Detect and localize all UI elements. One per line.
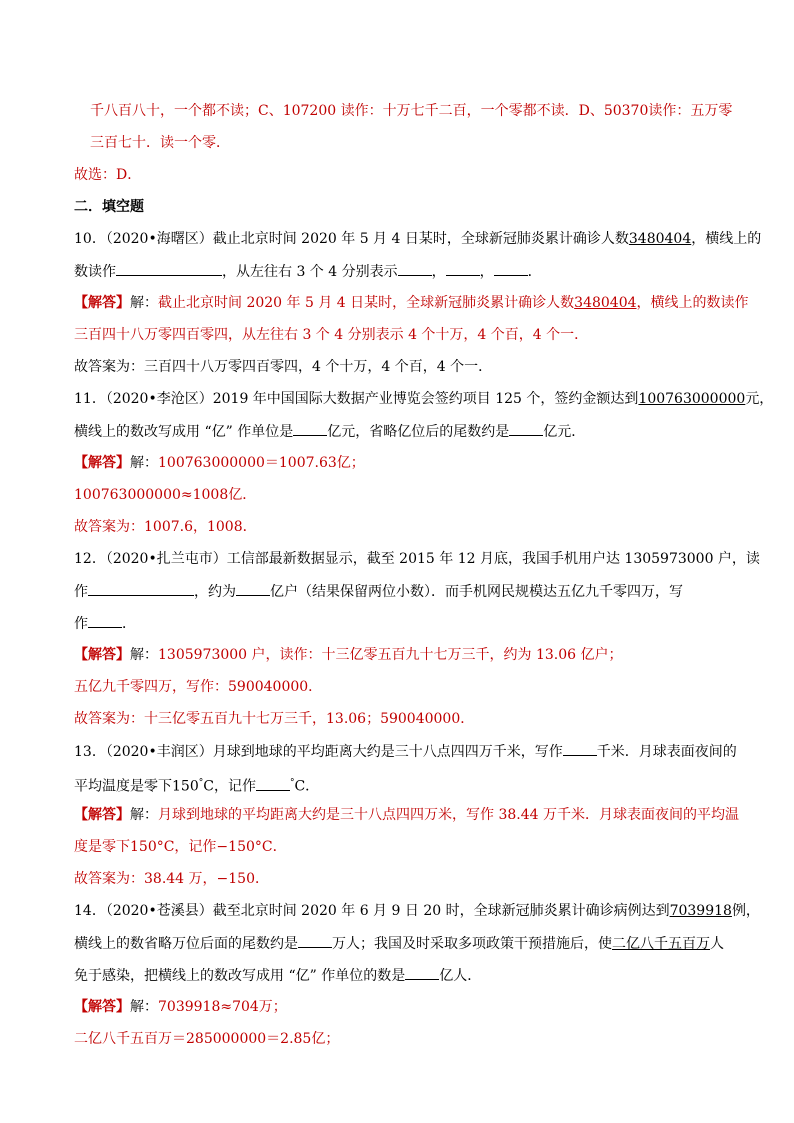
q11-number: 11． <box>74 391 106 407</box>
q14-sol-prefix: 解： <box>130 999 158 1015</box>
q11-underlined: 100763000000 <box>638 391 746 407</box>
q14-line-3 <box>74 965 481 986</box>
q10-sol-a: 截止北京时间 2020 年 5 月 4 日某时，全球新冠肺炎累计确诊人数 <box>158 295 575 311</box>
q10-blank-4[interactable] <box>494 261 528 276</box>
q11-blank-1[interactable] <box>293 421 327 436</box>
q12-blank-2[interactable] <box>236 581 270 596</box>
q13-source: （2020•丰润区） <box>105 744 213 760</box>
q14-text-b: 例， <box>731 903 760 919</box>
q11-solution-2 <box>74 485 256 505</box>
q13-solution-2 <box>74 837 287 857</box>
section-title <box>74 197 144 217</box>
q11-line-2 <box>74 421 585 442</box>
q14-line2-b: 万人；我国及时采取多项政策干预措施后，使 <box>332 936 612 952</box>
q14-line-1 <box>74 901 760 921</box>
q10-blank-3[interactable] <box>446 261 480 276</box>
q10-line-1 <box>74 229 761 249</box>
q10-sol-underlined: 3480404 <box>574 295 637 311</box>
q10-sol-b: ，横线上的数读作 <box>636 295 749 311</box>
q13-answer-text: 故答案为：38.44 万，−150． <box>74 871 269 887</box>
q12-line2-a: 作 <box>74 584 88 600</box>
q14-source: （2020•苍溪县） <box>105 903 213 919</box>
q13-sol-prefix: 解： <box>130 807 158 823</box>
q13-line2-a: 平均温度是零下150 <box>74 778 199 795</box>
q13-answer <box>74 869 269 889</box>
q12-solution-tag: 【解答】 <box>74 647 130 663</box>
q12-sol-2: 五亿九千零四万，写作：590040000． <box>74 679 323 695</box>
q13-text-a: 月球到地球的平均距离大约是三十八点四四万千米，写作 <box>212 744 563 760</box>
q10-sol-line2: 三百四十八万零四百零四，从左往右 3 个 4 分别表示 4 个十万，4 个百，4 个一． <box>74 327 589 343</box>
q12-line2-c: 亿户（结果保留两位小数）．而手机网民规模达五亿九千零四万，写 <box>270 584 683 600</box>
q14-blank-2[interactable] <box>405 965 439 980</box>
q13-blank-1[interactable] <box>563 741 597 756</box>
q14-blank-1[interactable] <box>298 933 332 948</box>
q11-answer <box>74 517 257 537</box>
q11-text-a: 2019 年中国国际大数据产业博览会签约项目 125 个，签约金额达到 <box>212 391 639 407</box>
q13-number: 13． <box>74 744 106 760</box>
section-title-text: 二．填空题 <box>74 199 144 215</box>
q13-solution-1 <box>74 805 739 825</box>
q14-solution-1 <box>74 997 287 1017</box>
q10-underlined: 3480404 <box>628 231 692 247</box>
q12-line3-a: 作 <box>74 616 88 632</box>
q12-text-a: 工信部最新数据显示，截至 2015 年 12 月底，我国手机用户达 1305973000 户，读 <box>226 551 760 567</box>
q11-blank-2[interactable] <box>509 421 543 436</box>
intro-text-2: 三百七十．读一个零． <box>90 135 230 151</box>
q12-line-1 <box>74 549 760 569</box>
q10-end: ． <box>527 264 542 280</box>
q13-line-1 <box>74 741 737 762</box>
q12-blank-1[interactable] <box>88 581 194 596</box>
q12-solution-1 <box>74 645 623 665</box>
q11-solution-1 <box>74 453 365 473</box>
q10-line2-b: ，从左往右 3 个 4 分别表示 <box>222 264 398 280</box>
q13-text-b: 千米．月球表面夜间的 <box>596 744 737 760</box>
q13-sol-a: 月球到地球的平均距离大约是三十八点四四万米，写作 38.44 万千米．月球表面夜间的平均温 <box>158 807 739 823</box>
q14-line3-a: 免于感染，把横线上的数改写成用 “亿” 作单位的数是 <box>74 968 406 984</box>
q10-solution-2 <box>74 325 588 345</box>
q12-blank-3[interactable] <box>88 613 122 628</box>
q13-line2-end: C． <box>294 778 320 795</box>
q11-line2-b: 亿元，省略亿位后的尾数约是 <box>327 424 510 440</box>
q14-line3-b: 亿人． <box>439 968 482 984</box>
q14-underlined: 7039918 <box>669 903 732 919</box>
q11-line2-a: 横线上的数改写成用 “亿” 作单位是 <box>74 424 294 440</box>
q14-sol-1: 7039918≈704万； <box>158 999 287 1015</box>
q12-sol-prefix: 解： <box>130 647 158 663</box>
intro-line-2 <box>90 133 230 153</box>
q11-line-1 <box>74 389 773 409</box>
intro-choice-text: 故选：D． <box>74 167 142 183</box>
q11-solution-tag: 【解答】 <box>74 455 130 471</box>
q13-blank-2[interactable] <box>256 776 290 791</box>
q11-sol-prefix: 解： <box>130 455 158 471</box>
q10-solution-1 <box>74 293 749 313</box>
q10-solution-tag: 【解答】 <box>74 295 130 311</box>
intro-choice <box>74 165 141 185</box>
intro-line-1 <box>90 101 732 121</box>
q11-line2-c: 亿元． <box>543 424 586 440</box>
q12-number: 12． <box>74 551 106 567</box>
q10-answer <box>74 357 492 377</box>
q10-sol-prefix: 解： <box>130 295 158 311</box>
q14-line2-a: 横线上的数省略万位后面的尾数约是 <box>74 936 298 952</box>
q13-sol-line2: 度是零下150°C，记作−150°C． <box>74 839 287 855</box>
q10-sep-1: ， <box>431 264 446 280</box>
q14-line2-underlined: 二亿八千五百万 <box>612 936 710 952</box>
q14-solution-tag: 【解答】 <box>74 999 130 1015</box>
q10-answer-text: 故答案为：三百四十八万零四百零四，4 个十万，4 个百，4 个一． <box>74 359 493 375</box>
q10-text-a: 截止北京时间 2020 年 5 月 4 日某时，全球新冠肺炎累计确诊人数 <box>212 231 629 247</box>
q14-text-a: 截至北京时间 2020 年 6 月 9 日 20 时，全球新冠肺炎累计确诊病例达到 <box>212 903 670 919</box>
q14-sol-2: 二亿八千五百万＝285000000＝2.85亿； <box>74 1031 340 1047</box>
q10-number: 10． <box>74 231 106 247</box>
q12-line2-b: ，约为 <box>194 584 236 600</box>
q10-line-2 <box>74 261 542 282</box>
q11-sol-2: 100763000000≈1008亿． <box>74 487 257 503</box>
q11-text-b: 元， <box>745 391 774 407</box>
q13-solution-tag: 【解答】 <box>74 807 130 823</box>
q12-sol-1: 1305973000 户，读作：十三亿零五百九十七万三千，约为 13.06 亿户； <box>158 647 623 663</box>
q13-line-2 <box>74 773 319 797</box>
q10-line2-a: 数读作 <box>74 264 116 280</box>
q11-sol-1: 100763000000＝1007.63亿； <box>158 455 365 471</box>
q11-source: （2020•李沧区） <box>105 391 213 407</box>
q12-line-3 <box>74 613 136 634</box>
q10-text-b: ，横线上的 <box>691 231 762 247</box>
q14-line-2 <box>74 933 724 954</box>
q12-source: （2020•扎兰屯市） <box>105 551 227 567</box>
q12-answer-text: 故答案为：十三亿零五百九十七万三千，13.06；590040000． <box>74 711 475 727</box>
q12-line3-b: ． <box>122 616 136 632</box>
q12-solution-2 <box>74 677 322 697</box>
q12-line-2 <box>74 581 683 602</box>
q11-answer-text: 故答案为：1007.6，1008． <box>74 519 257 535</box>
q10-sep-2: ， <box>479 264 494 280</box>
q14-solution-2 <box>74 1029 339 1049</box>
intro-text-1: 千八百八十，一个都不读；C、107200 读作：十万七千二百，一个零都不读．D、50370读作：五万零 <box>90 103 733 119</box>
q13-line2-unit: C，记作 <box>203 778 256 795</box>
q10-source: （2020•海曙区） <box>105 231 213 247</box>
q10-blank-2[interactable] <box>398 261 432 276</box>
q10-blank-1[interactable] <box>116 261 222 276</box>
q13-degree-symbol-2: ° <box>289 778 295 788</box>
q14-line2-c: 人 <box>710 936 724 952</box>
q13-degree-symbol-1: ° <box>198 778 204 788</box>
q12-answer <box>74 709 474 729</box>
q14-number: 14． <box>74 903 106 919</box>
